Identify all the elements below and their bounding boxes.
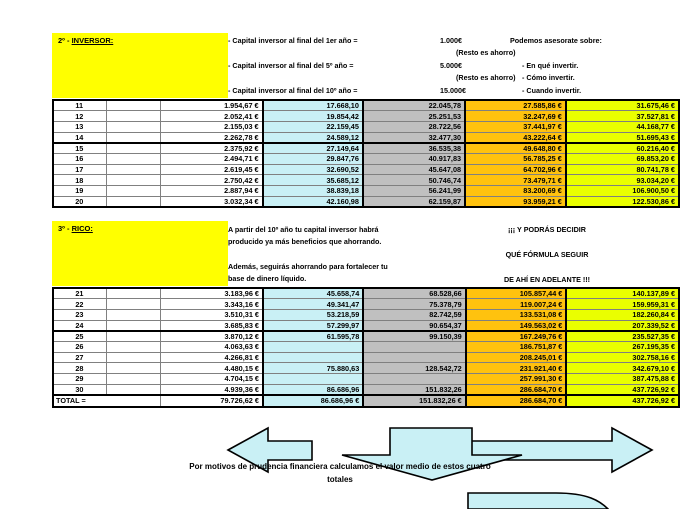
table-row [53,153,679,164]
row-gray: 25.251,53 [363,111,465,122]
row-gray [363,352,465,363]
row-index: 23 [53,309,106,320]
table-row [53,186,679,197]
row-saving: 4.939,36 € [161,384,263,395]
row-spacer [106,352,161,363]
row-gray: 22.045,78 [363,100,465,111]
row-lime: 31.675,46 € [566,100,679,111]
table-row [53,121,679,132]
row-orange: 43.222,64 € [465,132,566,143]
row-index: 27 [53,352,106,363]
row-orange: 37.441,97 € [465,121,566,132]
table-row [53,331,679,342]
row-cyan: 45.658,74 [263,288,363,299]
row-cyan: 24.589,12 [263,132,363,143]
row-gray: 82.742,59 [363,309,465,320]
row-saving: 2.262,78 € [160,132,262,143]
row-gray: 40.917,83 [363,153,465,164]
rico-slogan-2: QUÉ FÓRMULA SEGUIR [505,250,589,259]
inversor-amount-2-value: 5.000€ [440,61,462,70]
row-gray: 32.477,30 [363,132,465,143]
inversor-heading-prefix: 2º - [58,36,72,45]
rico-paragraph-1: A partir del 10º año tu capital inversor habrá [228,225,379,234]
row-orange: 119.007,24 € [466,299,567,310]
table-row [53,100,679,111]
row-lime: 342.679,10 € [566,363,679,374]
row-gray: 50.746,74 [363,175,465,186]
total-cyan: 86.686,96 € [263,395,363,407]
inversor-advice-item-1: - En qué invertir. [522,61,579,70]
table-row [53,309,679,320]
row-spacer [106,288,161,299]
row-cyan: 22.159,45 [263,121,363,132]
rico-heading-label: RICO: [71,224,93,233]
table-row [53,288,679,299]
inversor-amount-1-value: 1.000€ [440,36,462,45]
row-saving: 4.266,81 € [161,352,263,363]
row-cyan: 49.341,47 [263,299,363,310]
inversor-amount-2-note: (Resto es ahorro) [456,73,516,82]
row-spacer [106,196,160,207]
row-saving: 2.750,42 € [160,175,262,186]
row-spacer [106,384,161,395]
inversor-amount-3-value: 15.000€ [440,86,466,95]
row-index: 18 [53,175,106,186]
row-saving: 4.480,15 € [161,363,263,374]
row-spacer [106,320,161,331]
row-saving: 3.183,96 € [161,288,263,299]
arrow-curve-tail [468,493,608,509]
row-index: 11 [53,100,106,111]
row-spacer [106,299,161,310]
row-gray: 151.832,26 [363,384,465,395]
row-orange: 167.249,76 € [466,331,567,342]
row-index: 21 [53,288,106,299]
total-orange: 286.684,70 € [466,395,567,407]
row-lime: 159.959,31 € [566,299,679,310]
row-orange: 105.857,44 € [466,288,567,299]
row-spacer [106,111,160,122]
table-row [53,384,679,395]
row-orange: 286.684,70 € [466,384,567,395]
row-gray: 75.378,79 [363,299,465,310]
row-gray: 68.528,66 [363,288,465,299]
row-orange: 231.921,40 € [466,363,567,374]
table-row [53,299,679,310]
table-row [53,374,679,385]
inversor-bullet-1: - Capital inversor al final del 1er año = [228,36,358,45]
row-index: 17 [53,164,106,175]
inversor-advice-item-3: - Cuando invertir. [522,86,582,95]
table-rico [52,287,680,408]
row-lime: 207.339,52 € [566,320,679,331]
total-lime: 437.726,92 € [566,395,679,407]
row-gray: 99.150,39 [363,331,465,342]
table-row [53,363,679,374]
row-lime: 140.137,89 € [566,288,679,299]
row-spacer [106,100,160,111]
table-inversor [52,99,680,208]
rico-heading-prefix: 3º - [58,224,72,233]
row-saving: 1.954,67 € [160,100,262,111]
row-index: 13 [53,121,106,132]
rico-slogan-1: ¡¡¡ Y PODRÁS DECIDIR [507,225,586,234]
rico-slogan-3: DE AHÍ EN ADELANTE !!! [503,275,591,284]
row-saving: 4.063,63 € [161,341,263,352]
row-lime: 267.195,35 € [566,341,679,352]
rico-paragraph-3: Además, seguirás ahorrando para fortalecer tu [228,262,388,271]
row-gray: 90.654,37 [363,320,465,331]
row-cyan: 53.218,59 [263,309,363,320]
row-spacer [106,121,160,132]
total-saving: 79.726,62 € [161,395,263,407]
row-spacer [106,374,161,385]
row-spacer [106,153,160,164]
table-row [53,132,679,143]
row-saving: 2.155,03 € [160,121,262,132]
row-cyan: 38.839,18 [263,186,363,197]
row-lime: 44.168,77 € [566,121,679,132]
row-saving: 2.052,41 € [160,111,262,122]
row-spacer [106,309,161,320]
row-cyan: 19.854,42 [263,111,363,122]
row-saving: 3.343,16 € [161,299,263,310]
row-lime: 60.216,40 € [566,143,679,154]
row-index: 14 [53,132,106,143]
row-index: 12 [53,111,106,122]
table-row [53,111,679,122]
row-lime: 437.726,92 € [566,384,679,395]
row-lime: 37.527,81 € [566,111,679,122]
row-lime: 122.530,86 € [566,196,679,207]
row-saving: 2.619,45 € [160,164,262,175]
table-row [53,175,679,186]
inversor-heading-box [52,33,228,98]
row-gray: 45.647,08 [363,164,465,175]
row-cyan [263,341,363,352]
row-saving: 3.870,12 € [161,331,263,342]
row-gray: 36.535,38 [363,143,465,154]
row-gray [363,374,465,385]
row-spacer [106,132,160,143]
row-gray [363,341,465,352]
row-gray: 56.241,99 [363,186,465,197]
row-index: 25 [53,331,106,342]
row-saving: 3.685,83 € [161,320,263,331]
row-gray: 128.542,72 [363,363,465,374]
row-orange: 73.479,71 € [465,175,566,186]
row-gray: 28.722,56 [363,121,465,132]
footer-note-line-2: totales [327,475,353,484]
row-index: 28 [53,363,106,374]
row-cyan: 61.595,78 [263,331,363,342]
row-cyan: 17.668,10 [263,100,363,111]
row-lime: 182.260,84 € [566,309,679,320]
row-lime: 235.527,35 € [566,331,679,342]
inversor-heading-label: INVERSOR: [71,36,114,45]
table-row [53,352,679,363]
row-cyan: 57.299,97 [263,320,363,331]
row-spacer [106,341,161,352]
row-cyan [263,352,363,363]
row-lime: 302.758,16 € [566,352,679,363]
total-gray: 151.832,26 € [363,395,465,407]
row-lime: 387.475,88 € [566,374,679,385]
row-cyan: 32.690,52 [263,164,363,175]
row-index: 26 [53,341,106,352]
row-lime: 80.741,78 € [566,164,679,175]
rico-heading-box [52,221,228,286]
row-lime: 106.900,50 € [566,186,679,197]
row-saving: 2.375,92 € [160,143,262,154]
row-cyan: 35.685,12 [263,175,363,186]
row-spacer [106,363,161,374]
row-cyan: 42.160,98 [263,196,363,207]
inversor-amount-1-note: (Resto es ahorro) [456,48,516,57]
row-spacer [106,143,160,154]
row-index: 29 [53,374,106,385]
row-spacer [106,175,160,186]
inversor-heading-text [58,36,113,45]
row-orange: 27.585,86 € [465,100,566,111]
row-saving: 4.704,15 € [161,374,263,385]
row-orange: 32.247,69 € [465,111,566,122]
total-label: TOTAL = [53,395,161,407]
row-cyan: 27.149,64 [263,143,363,154]
row-cyan: 29.847,76 [263,153,363,164]
row-orange: 133.531,08 € [466,309,567,320]
table-rico-body [53,288,679,407]
row-cyan [263,374,363,385]
row-saving: 2.494,71 € [160,153,262,164]
row-orange: 49.648,80 € [465,143,566,154]
row-orange: 186.751,87 € [466,341,567,352]
table-row [53,341,679,352]
row-orange: 208.245,01 € [466,352,567,363]
footer-note-line-1: Por motivos de prudencia financiera calculamos el valor medio de estos cuatro [189,462,491,471]
row-orange: 257.991,30 € [466,374,567,385]
row-lime: 69.853,20 € [566,153,679,164]
row-index: 19 [53,186,106,197]
row-orange: 83.200,69 € [465,186,566,197]
row-orange: 149.563,02 € [466,320,567,331]
table-row [53,143,679,154]
row-index: 30 [53,384,106,395]
row-spacer [106,186,160,197]
row-cyan: 86.686,96 [263,384,363,395]
row-saving: 2.887,94 € [160,186,262,197]
row-lime: 51.695,43 € [566,132,679,143]
table-total-row [53,395,679,407]
row-index: 16 [53,153,106,164]
inversor-advice-title: Podemos asesorate sobre: [510,36,602,45]
rico-paragraph-2: producido ya más beneficios que ahorrando. [228,237,382,246]
row-spacer [106,164,160,175]
inversor-advice-item-2: - Cómo invertir. [522,73,575,82]
row-saving: 3.032,34 € [160,196,262,207]
inversor-bullet-2: - Capital inversor al final del 5º año = [228,61,354,70]
row-index: 20 [53,196,106,207]
row-orange: 64.702,96 € [465,164,566,175]
row-saving: 3.510,31 € [161,309,263,320]
row-lime: 93.034,20 € [566,175,679,186]
rico-paragraph-4: base de dinero líquido. [228,274,307,283]
table-row [53,164,679,175]
row-index: 15 [53,143,106,154]
inversor-bullet-3: - Capital inversor al final del 10º año = [228,86,358,95]
table-row [53,196,679,207]
row-orange: 93.959,21 € [465,196,566,207]
row-cyan: 75.880,63 [263,363,363,374]
row-index: 24 [53,320,106,331]
row-gray: 62.159,87 [363,196,465,207]
row-orange: 56.785,25 € [465,153,566,164]
row-index: 22 [53,299,106,310]
table-inversor-body [53,100,679,207]
table-row [53,320,679,331]
rico-heading-text [58,224,93,233]
summary-arrows-graphic [0,408,680,509]
row-spacer [106,331,161,342]
